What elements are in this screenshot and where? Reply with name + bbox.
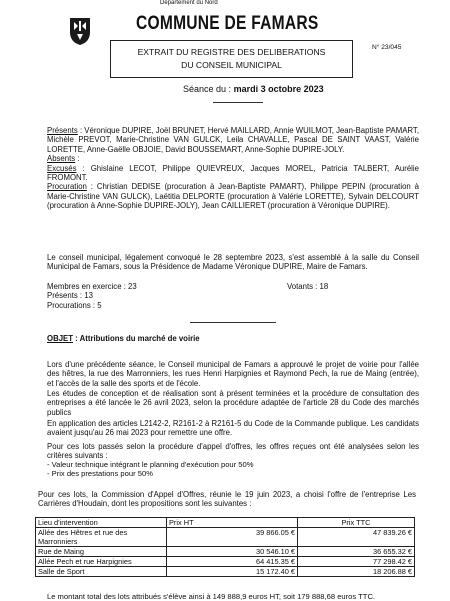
- table-cell: Allée Pech et rue Harpignies: [36, 557, 167, 567]
- table-header-row: [36, 518, 415, 528]
- table-header-cell: Lieu d'intervention: [36, 518, 167, 528]
- count-presents: Présents : 13: [47, 291, 93, 301]
- table-cell: 15 172.40 €: [167, 567, 298, 577]
- table-cell: 77 298.42 €: [298, 557, 415, 567]
- excuses-paragraph: [47, 164, 419, 183]
- total-paragraph: Le montant total des lots attribués s'élève ainsi à 149 888,9 euros HT, soit 179 888,68 euros TTC.: [47, 592, 376, 601]
- body-paragraph-4: Pour ces lots passés selon la procédure d'appel d'offres, les offres reçues ont été analysées selon les critères suivants :: [47, 442, 419, 461]
- table-cell: Rue de Maing: [36, 547, 167, 557]
- criterion-item: - Prix des prestations pour 50%: [47, 469, 153, 478]
- table-cell: Allée des Hêtres et rue des Marronniers: [36, 528, 167, 547]
- extrait-line-1: EXTRAIT DU REGISTRE DES DELIBERATIONS: [137, 47, 326, 57]
- table-cell: 39 866.05 €: [167, 528, 298, 547]
- procuration-label: Procuration: [47, 182, 87, 192]
- table-cell: 36 655.32 €: [298, 547, 415, 557]
- procuration-text: : Christian DEDISE (procuration à Jean-Baptiste PAMART), Philippe PEPIN (procuration à Marie-Christine VAN GULCK), Laëtitia DELPORTE (procuration à Valérie LORETTE), Sylvain DELCOURT (procuration à Anne-Sophie DUPIRE-JOLY), Jean CAILLIERET (procuration à Véronique DUPIRE).: [47, 182, 419, 211]
- procuration-paragraph: [47, 182, 419, 210]
- presents-label: Présents: [47, 126, 78, 135]
- count-membres-row: [47, 282, 419, 291]
- department-label: Département du Nord: [160, 0, 218, 6]
- objet-line: [47, 334, 200, 343]
- seance-date: mardi 3 octobre 2023: [233, 84, 324, 94]
- count-membres: Membres en exercice : 23: [47, 282, 137, 291]
- extrait-box: [110, 40, 353, 78]
- excuses-label: Excusés: [47, 163, 77, 173]
- table-header-cell: Prix HT: [167, 518, 298, 528]
- table-header-cell: Prix TTC: [298, 518, 415, 528]
- criterion-item: - Valeur technique intégrant le planning d'exécution pour 50%: [47, 460, 254, 469]
- absents-label: Absents: [47, 154, 76, 164]
- presents-text: : Véronique DUPIRE, Joël BRUNET, Hervé MAILLARD, Annie WUILMOT, Jean-Baptiste PAMART, Michèle PREVOT, Marie-Christine VAN GULCK, Leila CHAVALLE, Pascal DE SAINT VAAST, Valérie LORETTE, Anne-Gaëlle OBJOIE, David BOUSSEMART, Anne-Sophie DUPIRE-JOLY.: [47, 126, 419, 154]
- lots-table: [35, 517, 415, 577]
- table-cell: 30 546.10 €: [167, 547, 298, 557]
- table-cell: Salle de Sport: [36, 567, 167, 577]
- deliberation-number: N° 23/045: [372, 44, 402, 51]
- seance-underline: [213, 102, 263, 103]
- table-cell: 47 839.26 €: [298, 528, 415, 547]
- body-paragraph-5: Pour ces lots, la Commission d'Appel d'Offres, réunie le 19 juin 2023, a choisi l'offre de l'entreprise Les Carrières d'Houdain, dont les propositions sont les suivantes :: [38, 490, 416, 509]
- counts-block: [47, 282, 419, 310]
- criteria-list: [47, 460, 253, 478]
- absents-paragraph: [47, 154, 419, 163]
- seance-label: Séance du :: [183, 84, 232, 94]
- table-row: [36, 557, 415, 567]
- seance-line: [183, 84, 324, 94]
- attendance-block: [47, 126, 419, 211]
- objet-text: : Attributions du marché de voirie: [73, 334, 200, 343]
- table-cell: 64 415.35 €: [167, 557, 298, 567]
- coat-of-arms-icon: [68, 16, 92, 46]
- table-row: [36, 567, 415, 577]
- body-paragraph-3: En application des articles L2142-2, R2161-2 à R2161-5 du Code de la Commande publique. Les candidats avaient jusqu'au 26 mai 2023 pour remettre une offre.: [47, 419, 419, 438]
- presents-paragraph: [47, 126, 419, 154]
- convocation-paragraph: Le conseil municipal, légalement convoqué le 28 septembre 2023, s'est assemblé à la salle du Conseil Municipal de Famars, sous la Présidence de Madame Véronique DUPIRE, Maire de Famars.: [47, 253, 419, 272]
- count-votants: Votants : 18: [287, 282, 329, 291]
- commune-title: COMMUNE DE FAMARS: [136, 13, 319, 34]
- objet-label: OBJET: [47, 334, 73, 343]
- body-paragraph-2: Les études de conception et de réalisation sont à présent terminées et la procédure de consultation des entreprises a été lancée le 26 avril 2023, selon la procédure adaptée de l'article 28 du Code des marchés publics: [47, 389, 419, 417]
- count-procurations: Procurations : 5: [47, 300, 102, 310]
- body-paragraph-1: Lors d'une précédente séance, le Conseil municipal de Famars a approuvé le projet de voirie pour l'allée des hêtres, la rue des Marronniers, les rues Henri Harpignies et Raymond Pech, la rue de Maing (entrée), et l'accès de la salle des sports et de l'école.: [47, 360, 419, 388]
- table-row: [36, 547, 415, 557]
- excuses-text: : Ghislaine LECOT, Philippe QUIEVREUX, Jacques MOREL, Patricia TALBERT, Aurélie FROMONT.: [47, 163, 419, 183]
- table-cell: 18 206.88 €: [298, 567, 415, 577]
- section-separator: [190, 322, 276, 323]
- table-row: [36, 528, 415, 547]
- extrait-line-2: DU CONSEIL MUNICIPAL: [181, 60, 282, 70]
- absents-text: :: [75, 154, 80, 164]
